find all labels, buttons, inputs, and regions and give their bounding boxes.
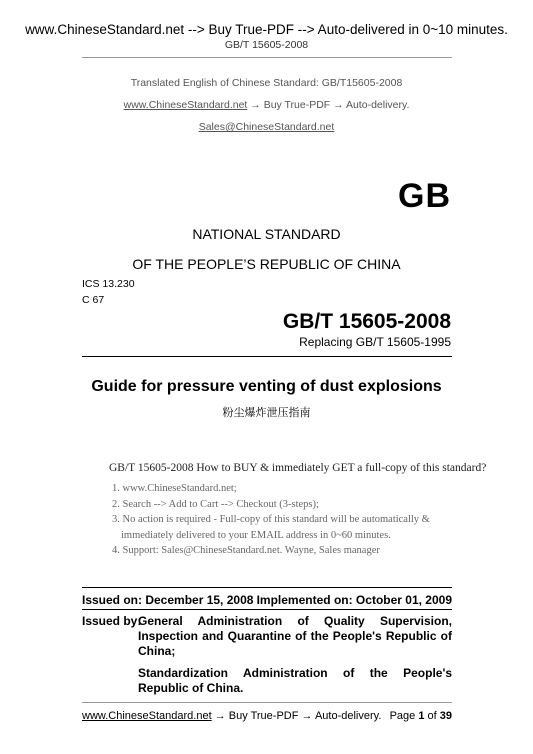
translated-notice: Translated English of Chinese Standard: GB/T15605-2008 — [130, 77, 403, 89]
footer-site-link[interactable]: www.ChineseStandard.net — [82, 710, 212, 722]
buy-step: 3. No action is required - Full-copy of this standard will be automatically & immediately delivered to your EMAIL address in 0~60 minutes. — [112, 514, 430, 541]
promo-link-rest: → Buy True-PDF → Auto-delivery. — [247, 99, 410, 111]
promo-link-line — [0, 99, 533, 111]
issuer-label: Issued by: — [82, 614, 142, 628]
national-standard-heading: NATIONAL STANDARD — [192, 226, 341, 242]
email-line — [0, 121, 533, 133]
page-number: 1 — [418, 710, 425, 722]
replacing-standard: Replacing GB/T 15605-1995 — [299, 335, 451, 349]
top-banner: www.ChineseStandard.net --> Buy True-PDF --> Auto-delivered in 0~10 minutes. — [25, 22, 508, 37]
email-link[interactable]: Sales@ChineseStandard.net — [198, 121, 335, 133]
issuer-sac: Standardization Administration of the People's Republic of China. — [138, 666, 452, 695]
issued-date: Issued on: December 15, 2008 — [82, 593, 254, 607]
site-link[interactable]: www.ChineseStandard.net — [123, 99, 248, 111]
dates-row — [82, 593, 452, 607]
dates-bottom-divider — [82, 609, 452, 610]
republic-heading: OF THE PEOPLE’S REPUBLIC OF CHINA — [132, 256, 401, 272]
page-total: 39 — [439, 710, 452, 722]
page-indicator — [390, 710, 452, 722]
page-of: of — [424, 710, 440, 722]
buy-step: 4. Support: Sales@ChineseStandard.net. Wayne, Sales manager — [112, 545, 380, 556]
header-divider — [82, 57, 452, 58]
implemented-date: Implemented on: October 01, 2009 — [256, 593, 452, 607]
buy-step: 1. www.ChineseStandard.net; — [112, 483, 237, 494]
ics-code: ICS 13.230 — [82, 278, 135, 290]
footer — [82, 710, 452, 722]
buy-step: 2. Search --> Add to Cart --> Checkout (3-steps); — [112, 498, 319, 510]
buy-steps-list — [112, 481, 452, 559]
buy-question: GB/T 15605-2008 How to BUY & immediately GET a full-copy of this standard? — [109, 462, 487, 474]
document-code-header: GB/T 15605-2008 — [224, 39, 309, 51]
dates-top-divider — [82, 587, 452, 588]
title-chinese: 粉尘爆炸泄压指南 — [222, 406, 311, 419]
page-prefix: Page — [389, 710, 419, 722]
issuer-aqsiq: General Administration of Quality Supervision, Inspection and Quarantine of the People's Republic of China; — [138, 614, 452, 658]
standard-number: GB/T 15605-2008 — [282, 310, 451, 333]
title-english: Guide for pressure venting of dust explosions — [91, 378, 442, 395]
gb-logo: GB — [398, 177, 451, 215]
footer-rest: → Buy True-PDF → Auto-delivery. — [211, 710, 382, 722]
ccs-code: C 67 — [82, 294, 105, 306]
footer-divider — [82, 702, 452, 703]
title-divider — [82, 356, 452, 357]
